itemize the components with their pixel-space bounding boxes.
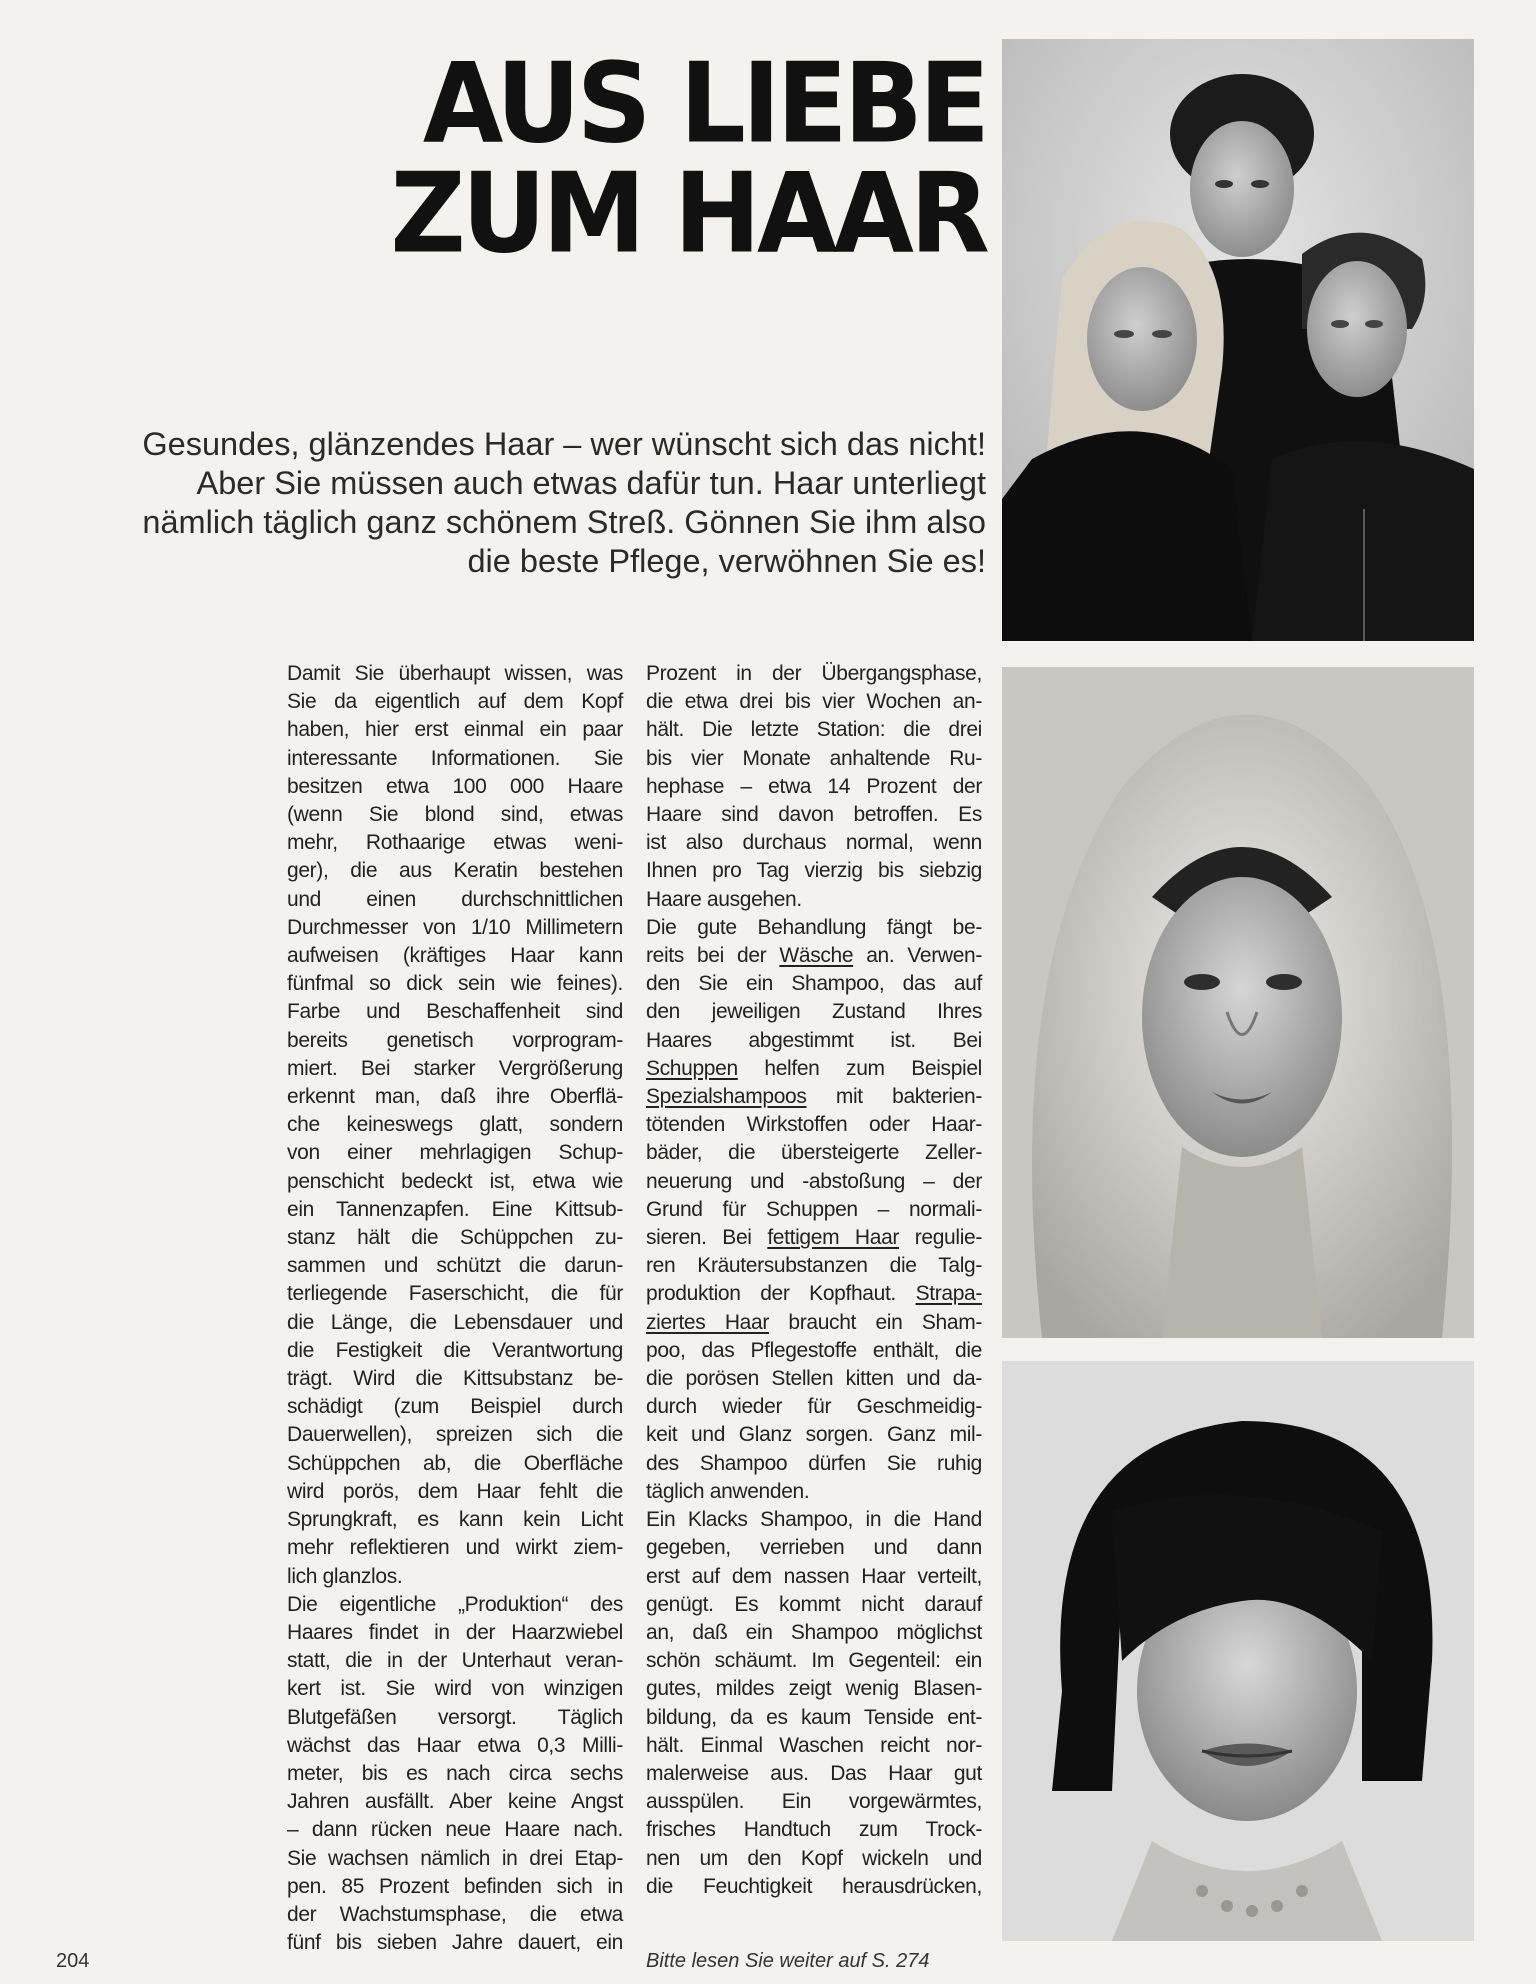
- body-line: besitzen etwa 100 000 Haare: [287, 774, 623, 798]
- body-line: lich glanzlos.: [287, 1564, 403, 1588]
- lead-line: Gesundes, glänzendes Haar – wer wünscht sich das nicht!: [142, 426, 986, 462]
- text-run: helfen zum Beispiel: [737, 1056, 982, 1080]
- body-line: durch wieder für Geschmeidig-: [646, 1395, 982, 1419]
- body-line: ist also durchaus normal, wenn: [646, 831, 982, 855]
- body-line: die porösen Stellen kitten und da-: [646, 1367, 982, 1391]
- body-line: ein Tannenzapfen. Eine Kittsub-: [287, 1197, 623, 1221]
- body-line: pen. 85 Prozent befinden sich in: [287, 1874, 623, 1898]
- link-spezialshampoos[interactable]: Spezialshampoos: [646, 1085, 807, 1109]
- photo-three-models: [1002, 39, 1474, 641]
- page-number: 204: [56, 1950, 90, 1972]
- lead-line: die beste Pflege, verwöhnen Sie es!: [467, 543, 986, 579]
- text-run: regulie-: [899, 1226, 982, 1250]
- body-line: – dann rücken neue Haare nach.: [287, 1818, 623, 1842]
- body-line: und einen durchschnittlichen: [287, 887, 623, 911]
- body-line: wird porös, dem Haar fehlt die: [287, 1479, 623, 1503]
- body-line: Blutgefäßen versorgt. Täglich: [287, 1705, 623, 1729]
- photo-bob-haircut-graphic: [1002, 1361, 1474, 1941]
- body-line: an, daß ein Shampoo möglichst: [646, 1620, 982, 1644]
- body-line: erst auf dem nassen Haar verteilt,: [646, 1564, 982, 1588]
- body-line: Sprungkraft, es kann kein Licht: [287, 1508, 623, 1532]
- photo-woman-towel: [1002, 667, 1474, 1338]
- body-line: [646, 1224, 982, 1252]
- body-line: poo, das Pflegestoffe enthält, die: [646, 1338, 982, 1362]
- text-run: produktion der Kopfhaut.: [646, 1282, 916, 1306]
- body-line: (wenn Sie blond sind, etwas: [287, 803, 623, 827]
- body-line: die Festigkeit die Verantwortung: [287, 1338, 623, 1362]
- photo-woman-towel-graphic: [1002, 667, 1474, 1338]
- body-line: bildung, da es kaum Tenside ent-: [646, 1705, 982, 1729]
- body-line: mehr reflektieren und wirkt ziem-: [287, 1536, 623, 1560]
- continue-note[interactable]: Bitte lesen Sie weiter auf S. 274: [646, 1950, 930, 1972]
- body-line: Sie da eigentlich auf dem Kopf: [287, 690, 623, 714]
- body-line: bäder, die übersteigerte Zeller-: [646, 1141, 982, 1165]
- body-line: neuerung und -abstoßung – der: [646, 1169, 982, 1193]
- body-line: tötenden Wirkstoffen oder Haar-: [646, 1113, 982, 1137]
- body-line: die Länge, die Lebensdauer und: [287, 1310, 623, 1334]
- body-line: schädigt (zum Beispiel durch: [287, 1395, 623, 1419]
- body-line: Haare ausgehen.: [646, 887, 802, 911]
- body-line: von einer mehrlagigen Schup-: [287, 1141, 623, 1165]
- lead-line: nämlich täglich ganz schönem Streß. Gönnen Sie ihm also: [142, 504, 986, 540]
- lead-line: Aber Sie müssen auch etwas dafür tun. Haar unterliegt: [196, 465, 986, 501]
- body-line: fünf bis sieben Jahre dauert, ein: [287, 1931, 623, 1955]
- body-line: schön schäumt. Im Gegenteil: ein: [646, 1649, 982, 1673]
- body-line: malerweise aus. Das Haar gut: [646, 1761, 982, 1785]
- body-line: terliegende Faserschicht, die für: [287, 1282, 623, 1306]
- text-run: mit bakterien-: [806, 1085, 982, 1109]
- body-line: Farbe und Beschaffenheit sind: [287, 1000, 623, 1024]
- body-line: bis vier Monate anhaltende Ru-: [646, 746, 982, 770]
- body-line: Haares findet in der Haarzwiebel: [287, 1620, 623, 1644]
- body-line: genügt. Es kommt nicht darauf: [646, 1592, 982, 1616]
- body-line: mehr, Rothaarige etwas weni-: [287, 831, 623, 855]
- body-line: stanz hält die Schüppchen zu-: [287, 1226, 623, 1250]
- body-line: gegeben, verrieben und dann: [646, 1536, 982, 1560]
- body-line: kert ist. Sie wird von winzigen: [287, 1677, 623, 1701]
- body-line: den jeweiligen Zustand Ihres: [646, 1000, 982, 1024]
- body-line: Dauerwellen), spreizen sich die: [287, 1423, 623, 1447]
- body-line: Die gute Behandlung fängt be-: [646, 915, 982, 939]
- body-line: keit und Glanz sorgen. Ganz mil-: [646, 1423, 982, 1447]
- body-line: Damit Sie überhaupt wissen, was: [287, 662, 623, 685]
- text-run: braucht ein Sham-: [768, 1310, 982, 1334]
- body-line: ausspülen. Ein vorgewärmtes,: [646, 1790, 982, 1814]
- body-line: [646, 1309, 982, 1337]
- body-line: Haare sind davon betroffen. Es: [646, 803, 982, 827]
- body-line: die Feuchtigkeit herausdrücken,: [646, 1874, 982, 1898]
- body-line: des Shampoo dürfen Sie ruhig: [646, 1451, 982, 1475]
- body-line: Ihnen pro Tag vierzig bis siebzig: [646, 859, 982, 883]
- body-line: Haares abgestimmt ist. Bei: [646, 1028, 982, 1052]
- link-strapaziertes-haar[interactable]: Strapa-: [915, 1282, 982, 1306]
- lead-paragraph: [110, 425, 986, 581]
- body-line: hält. Die letzte Station: die drei: [646, 718, 982, 742]
- body-line: [646, 1055, 982, 1083]
- body-line: Prozent in der Übergangsphase,: [646, 662, 982, 685]
- body-line: trägt. Wird die Kittsubstanz be-: [287, 1367, 623, 1391]
- body-line: Schüppchen ab, die Oberfläche: [287, 1451, 623, 1475]
- body-line: meter, bis es nach circa sechs: [287, 1761, 623, 1785]
- body-line: ger), die aus Keratin bestehen: [287, 859, 623, 883]
- body-line: penschicht bedeckt ist, etwa wie: [287, 1169, 623, 1193]
- text-run: sieren. Bei: [646, 1226, 768, 1250]
- body-line: gutes, mildes zeigt wenig Blasen-: [646, 1677, 982, 1701]
- body-line: fünfmal so dick sein wie feines).: [287, 972, 623, 996]
- body-line: Die eigentliche „Produktion“ des: [287, 1592, 623, 1616]
- body-line: Ein Klacks Shampoo, in die Hand: [646, 1508, 982, 1532]
- link-schuppen[interactable]: Schuppen: [646, 1056, 738, 1080]
- photo-three-models-graphic: [1002, 39, 1474, 641]
- body-line: Durchmesser von 1/10 Millimetern: [287, 915, 623, 939]
- body-line: ren Kräutersubstanzen die Talg-: [646, 1254, 982, 1278]
- article-title: [390, 38, 986, 279]
- body-line: sammen und schützt die darun-: [287, 1254, 623, 1278]
- link-fettiges-haar[interactable]: fettigem Haar: [767, 1226, 900, 1250]
- body-line: interessante Informationen. Sie: [287, 746, 623, 770]
- title-line-2: ZUM HAAR: [390, 148, 986, 279]
- body-column-left: [287, 660, 623, 1957]
- body-line: frisches Handtuch zum Trock-: [646, 1818, 982, 1842]
- body-line: nen um den Kopf wickeln und: [646, 1846, 982, 1870]
- title-line-1: AUS LIEBE: [422, 38, 986, 168]
- body-line: Jahren ausfällt. Aber keine Angst: [287, 1790, 623, 1814]
- body-line: haben, hier erst einmal ein paar: [287, 718, 623, 742]
- body-line: che keineswegs glatt, sondern: [287, 1113, 623, 1137]
- body-line: bereits genetisch vorprogram-: [287, 1028, 623, 1052]
- text-run: reits bei der: [646, 944, 780, 968]
- body-line: hephase – etwa 14 Prozent der: [646, 774, 982, 798]
- body-line: täglich anwenden.: [646, 1479, 810, 1503]
- body-line: wächst das Haar etwa 0,3 Milli-: [287, 1733, 623, 1757]
- body-line: erkennt man, daß ihre Oberflä-: [287, 1085, 623, 1109]
- body-line: statt, die in der Unterhaut veran-: [287, 1649, 623, 1673]
- body-line: Sie wachsen nämlich in drei Etap-: [287, 1846, 623, 1870]
- body-line: der Wachstumsphase, die etwa: [287, 1902, 623, 1926]
- body-line: aufweisen (kräftiges Haar kann: [287, 944, 623, 968]
- body-column-right: [646, 660, 982, 1901]
- body-line: hält. Einmal Waschen reicht nor-: [646, 1733, 982, 1757]
- body-line: miert. Bei starker Vergrößerung: [287, 1056, 623, 1080]
- body-line: [646, 942, 982, 970]
- body-line: Grund für Schuppen – normali-: [646, 1197, 982, 1221]
- body-line: [646, 1280, 982, 1308]
- body-line: die etwa drei bis vier Wochen an-: [646, 690, 982, 714]
- link-waesche[interactable]: Wäsche: [779, 944, 854, 968]
- body-line: [646, 1083, 982, 1111]
- photo-bob-haircut: [1002, 1361, 1474, 1941]
- text-run: an. Verwen-: [853, 944, 983, 968]
- body-line: den Sie ein Shampoo, das auf: [646, 972, 982, 996]
- link-strapaziertes-haar-cont[interactable]: ziertes Haar: [646, 1310, 769, 1334]
